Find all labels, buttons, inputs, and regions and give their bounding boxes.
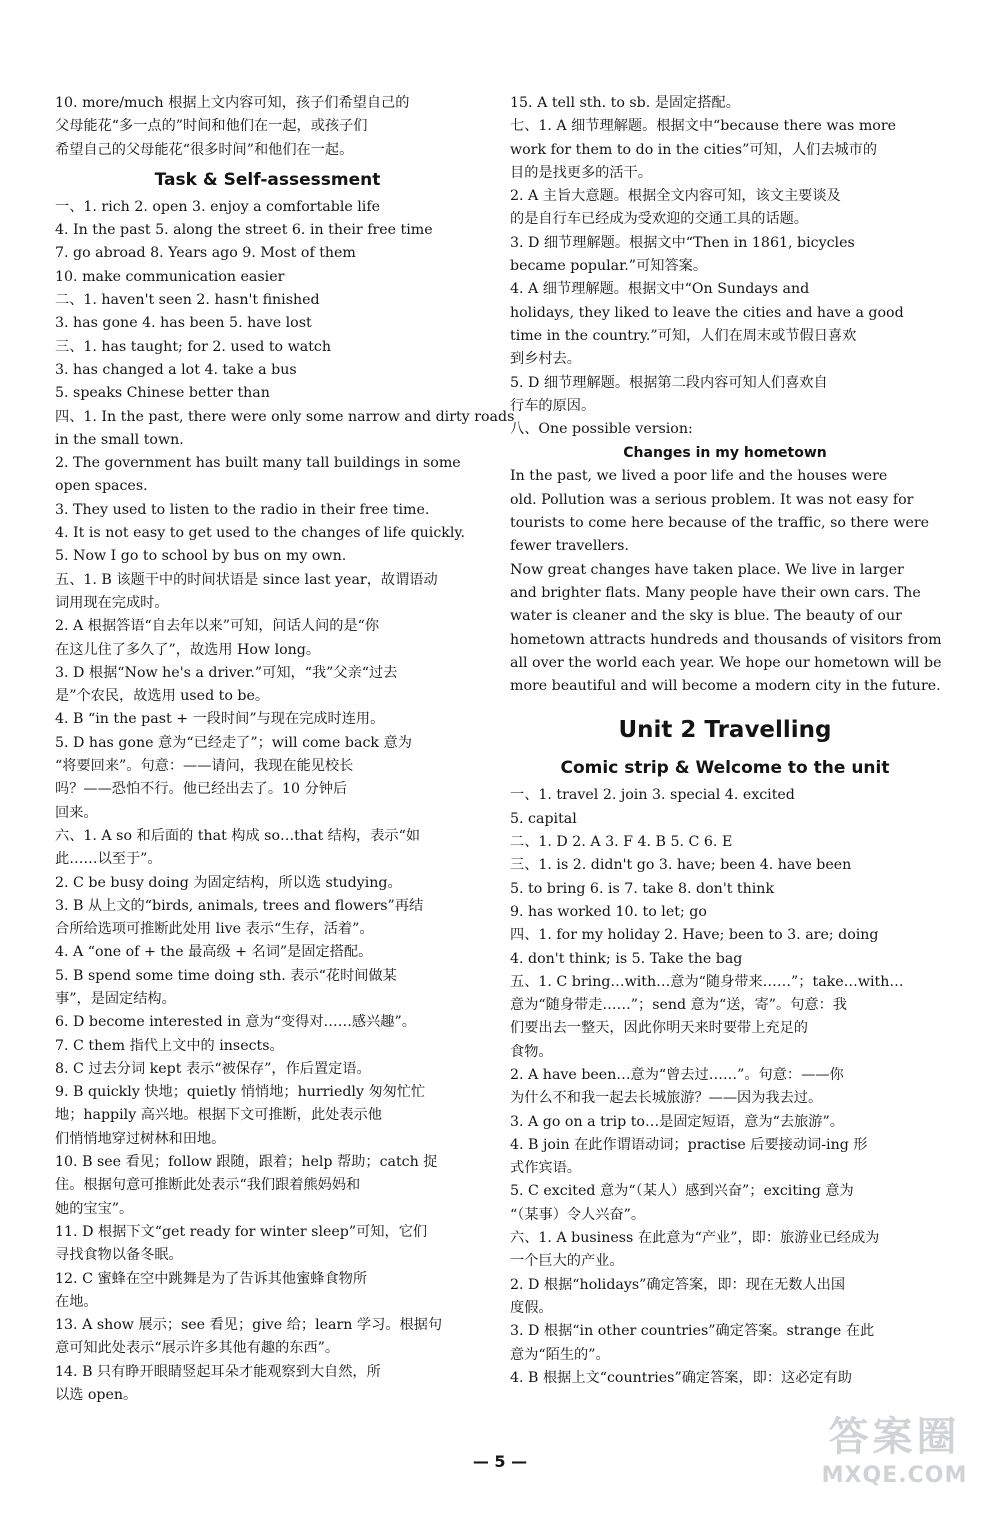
text-line: 她的宝宝”。 xyxy=(55,1200,134,1217)
text-line: more beautiful and will become a modern city in the future. xyxy=(510,678,941,695)
text-line: 4. B join 在此作谓语动词；practise 后要接动词-ing 形 xyxy=(510,1136,868,1153)
text-line: in the small town. xyxy=(55,431,184,448)
text-line: 3. They used to listen to the radio in their free time. xyxy=(55,501,430,518)
section-heading-comic: Comic strip & Welcome to the unit xyxy=(560,758,890,779)
text-line: 2. A 主旨大意题。根据全文内容可知，该文主要谈及 xyxy=(510,188,841,205)
text-line: open spaces. xyxy=(55,478,148,495)
text-line: 八、One possible version: xyxy=(510,421,693,438)
watermark-url: MXQE.COM xyxy=(821,1463,968,1488)
text-line: 9. B quickly 快地；quietly 悄悄地；hurriedly 匆匆忙忙 xyxy=(55,1084,426,1101)
answer-block-10 xyxy=(55,92,480,162)
essay-body xyxy=(510,465,940,698)
text-line: 六、1. A business 在此意为“产业”，即：旅游业已经成为 xyxy=(510,1230,880,1247)
text-line: 14. B 只有睁开眼睛竖起耳朵才能观察到大自然，所 xyxy=(55,1363,381,1380)
text-line: tourists to come here because of the traffic, so there were xyxy=(510,515,930,532)
text-line: 3. has changed a lot 4. take a bus xyxy=(55,361,297,378)
text-line: 4. B 根据上文“countries”确定答案，即：这必定有助 xyxy=(510,1369,852,1386)
text-line: 合所给选项可推断此处用 live 表示“生存，活着”。 xyxy=(55,921,374,938)
text-line: 3. D 根据“Now he's a driver.”可知，“我”父亲“过去 xyxy=(55,664,398,681)
text-line: 一、1. travel 2. join 3. special 4. excited xyxy=(510,787,795,804)
section-heading-task: Task & Self-assessment xyxy=(154,169,381,190)
text-line: 5. capital xyxy=(510,810,577,827)
text-line: 2. A 根据答语“自去年以来”可知，问话人问的是“你 xyxy=(55,618,380,635)
text-line: 为什么不和我一起去长城旅游？——因为我去过。 xyxy=(510,1090,823,1107)
text-line: 六、1. A so 和后面的 that 构成 so…that 结构，表示“如 xyxy=(55,827,421,844)
text-line: holidays, they liked to leave the cities and have a good xyxy=(510,304,904,321)
text-line: 4. don't think; is 5. Take the bag xyxy=(510,950,743,967)
text-line: fewer travellers. xyxy=(510,538,629,555)
text-line: 2. D 根据“holidays”确定答案，即：现在无数人出国 xyxy=(510,1276,846,1293)
text-line: and brighter flats. Many people have their own cars. The xyxy=(510,584,921,601)
text-line: 以选 open。 xyxy=(55,1387,138,1404)
text-line: 希望自己的父母能花“很多时间”和他们在一起。 xyxy=(55,141,354,158)
text-line: hometown attracts hundreds and thousands of visitors from xyxy=(510,631,942,648)
text-line: 此……以至于”。 xyxy=(55,851,162,868)
text-line: 二、1. D 2. A 3. F 4. B 5. C 6. E xyxy=(510,834,733,851)
text-line: 七、1. A 细节理解题。根据文中“because there was more xyxy=(510,118,897,135)
text-line: 7. C them 指代上文中的 insects。 xyxy=(55,1037,284,1054)
text-line: 2. C be busy doing 为固定结构，所以选 studying。 xyxy=(55,874,402,891)
text-line: 五、1. C bring…with…意为“随身带来……”；take…with… xyxy=(510,973,904,990)
text-line: water is cleaner and the sky is blue. The beauty of our xyxy=(510,608,902,625)
text-line: 事”，是固定结构。 xyxy=(55,990,176,1007)
text-line: old. Pollution was a serious problem. It was not easy for xyxy=(510,491,914,508)
text-line: 住。根据句意可推断此处表示“我们跟着熊妈妈和 xyxy=(55,1177,361,1194)
text-line: “（某事）令人兴奋”。 xyxy=(510,1206,646,1223)
text-line: 5. speaks Chinese better than xyxy=(55,385,270,402)
text-line: 2. The government has built many tall buildings in some xyxy=(55,455,461,472)
text-line: 是”个农民，故选用 used to be。 xyxy=(55,688,270,705)
answer-list-right xyxy=(510,784,940,1390)
text-line: 四、1. for my holiday 2. Have; been to 3. are; doing xyxy=(510,927,879,944)
text-line: 式作宾语。 xyxy=(510,1160,581,1177)
text-line: 4. B “in the past + 一段时间”与现在完成时连用。 xyxy=(55,711,385,728)
text-line: 5. D has gone 意为“已经走了”；will come back 意为 xyxy=(55,734,412,751)
text-line: 4. In the past 5. along the street 6. in their free time xyxy=(55,222,433,239)
text-line: 回来。 xyxy=(55,804,98,821)
text-line: 行车的原因。 xyxy=(510,397,596,414)
text-line: 5. D 细节理解题。根据第二段内容可知人们喜欢自 xyxy=(510,374,828,391)
text-line: 一个巨大的产业。 xyxy=(510,1253,624,1270)
text-line: 4. A “one of + the 最高级 + 名词”是固定搭配。 xyxy=(55,944,373,961)
text-line: 二、1. haven't seen 2. hasn't finished xyxy=(55,292,320,309)
text-line: 8. C 过去分词 kept 表示“被保存”，作后置定语。 xyxy=(55,1060,371,1077)
text-line: 一、1. rich 2. open 3. enjoy a comfortable life xyxy=(55,198,380,215)
text-line: In the past, we lived a poor life and the houses were xyxy=(510,468,888,485)
text-line: 3. D 细节理解题。根据文中“Then in 1861, bicycles xyxy=(510,234,855,251)
text-line: 意为“随身带走……”；send 意为“送，寄”。句意：我 xyxy=(510,997,847,1014)
text-line: 三、1. is 2. didn't go 3. have; been 4. have been xyxy=(510,857,852,874)
text-line: 父母能花“多一点的”时间和他们在一起，或孩子们 xyxy=(55,118,368,135)
text-line: 6. D become interested in 意为“变得对……感兴趣”。 xyxy=(55,1014,416,1031)
text-line: 10. more/much 根据上文内容可知，孩子们希望自己的 xyxy=(55,95,410,111)
answer-block-right-top xyxy=(510,92,940,441)
text-line: 3. D 根据“in other countries”确定答案。strange 在此 xyxy=(510,1323,875,1340)
text-line: 15. A tell sth. to sb. 是固定搭配。 xyxy=(510,95,740,111)
text-line: 地；happily 高兴地。根据下文可推断，此处表示他 xyxy=(55,1107,382,1124)
text-line: 5. Now I go to school by bus on my own. xyxy=(55,548,347,565)
text-line: 三、1. has taught; for 2. used to watch xyxy=(55,338,331,355)
text-line: 3. B 从上文的“birds, animals, trees and flowers”再结 xyxy=(55,897,424,914)
text-line: 五、1. B 该题干中的时间状语是 since last year，故谓语动 xyxy=(55,571,438,588)
text-line: 10. make communication easier xyxy=(55,268,285,285)
text-line: 5. to bring 6. is 7. take 8. don't think xyxy=(510,880,775,897)
answer-list-left xyxy=(55,196,515,1407)
text-line: 的是自行车已经成为受欢迎的交通工具的话题。 xyxy=(510,211,808,228)
essay-title: Changes in my hometown xyxy=(623,445,827,462)
text-line: 在这儿住了多久了”，故选用 How long。 xyxy=(55,641,321,658)
text-line: 意为“陌生的”。 xyxy=(510,1346,610,1363)
text-line: 3. has gone 4. has been 5. have lost xyxy=(55,315,312,332)
text-line: 吗？——恐怕不行。他已经出去了。10 分钟后 xyxy=(55,781,348,798)
text-line: 度假。 xyxy=(510,1299,553,1316)
text-line: 在地。 xyxy=(55,1293,98,1310)
text-line: 4. A 细节理解题。根据文中“On Sundays and xyxy=(510,281,810,298)
watermark-text: 答案圈 xyxy=(828,1414,961,1460)
text-line: 寻找食物以备冬眠。 xyxy=(55,1247,183,1264)
watermark-logo xyxy=(807,1413,982,1503)
text-line: 们要出去一整天，因此你明天来时要带上充足的 xyxy=(510,1020,808,1037)
text-line: 3. A go on a trip to…是固定短语，意为“去旅游”。 xyxy=(510,1113,844,1130)
text-line: all over the world each year. We hope our hometown will be xyxy=(510,654,942,671)
text-line: 食物。 xyxy=(510,1043,553,1060)
left-column xyxy=(55,92,515,1407)
text-line: became popular.”可知答案。 xyxy=(510,258,708,275)
text-line: 7. go abroad 8. Years ago 9. Most of them xyxy=(55,245,356,262)
text-line: 12. C 蜜蜂在空中跳舞是为了告诉其他蜜蜂食物所 xyxy=(55,1270,368,1287)
text-line: 们悄悄地穿过树林和田地。 xyxy=(55,1130,226,1147)
text-line: 目的是找更多的活干。 xyxy=(510,164,652,181)
text-line: 2. A have been…意为“曾去过……”。句意：——你 xyxy=(510,1066,844,1083)
page-number: — 5 — xyxy=(472,1452,528,1471)
text-line: 4. It is not easy to get used to the changes of life quickly. xyxy=(55,525,466,542)
text-line: 13. A show 展示；see 看见；give 给；learn 学习。根据句 xyxy=(55,1317,443,1334)
text-line: work for them to do in the cities”可知，人们去城市的 xyxy=(510,141,878,158)
text-line: 词用现在完成时。 xyxy=(55,594,169,611)
text-line: 10. B see 看见；follow 跟随，跟着；help 帮助；catch 捉 xyxy=(55,1154,438,1171)
text-line: 四、1. In the past, there were only some narrow and dirty roads xyxy=(55,408,515,425)
text-line: time in the country.”可知，人们在周末或节假日喜欢 xyxy=(510,327,857,344)
unit-title: Unit 2 Travelling xyxy=(618,717,832,744)
text-line: 5. C excited 意为“（某人）感到兴奋”；exciting 意为 xyxy=(510,1183,854,1200)
text-line: 意可知此处表示“展示许多其他有趣的东西”。 xyxy=(55,1340,340,1357)
text-line: 9. has worked 10. to let; go xyxy=(510,903,707,920)
text-line: 5. B spend some time doing sth. 表示“花时间做某 xyxy=(55,967,397,984)
text-line: Now great changes have taken place. We live in larger xyxy=(510,561,904,578)
text-line: “将要回来”。句意：——请问，我现在能见校长 xyxy=(55,758,354,775)
text-line: 11. D 根据下文“get ready for winter sleep”可知，它们 xyxy=(55,1223,428,1240)
text-line: 到乡村去。 xyxy=(510,351,581,368)
right-column xyxy=(510,92,940,1390)
